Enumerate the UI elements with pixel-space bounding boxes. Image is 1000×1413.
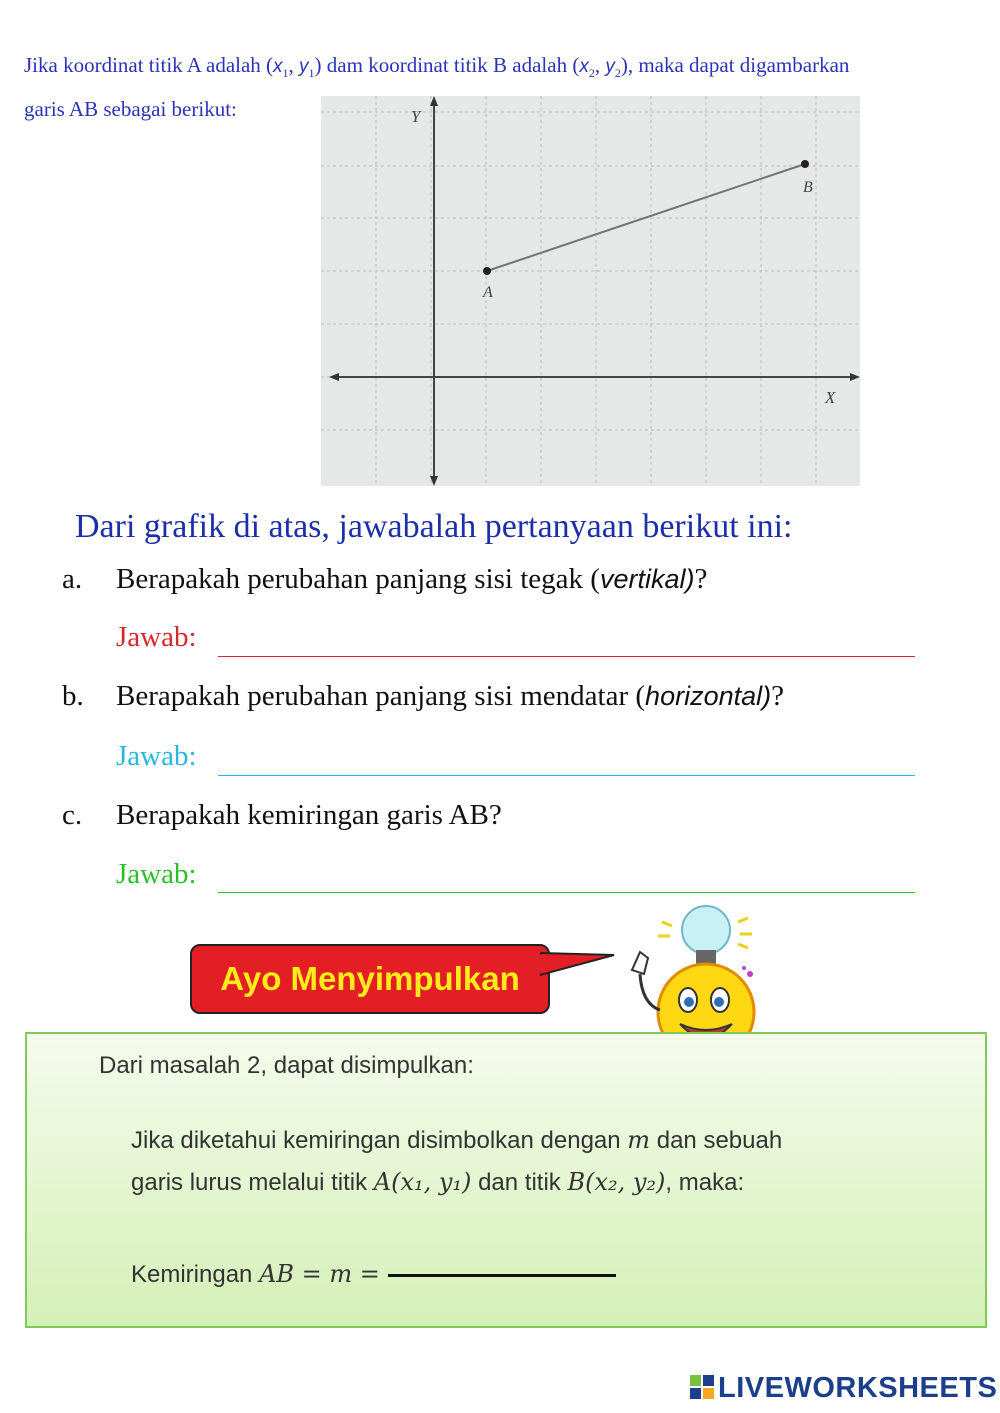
answer-input-c[interactable] (222, 857, 916, 893)
question-b: b. Berapakah perubahan panjang sisi mendatar (horizontal)? (62, 680, 784, 712)
intro-text (24, 52, 999, 121)
conclusion-title: Dari masalah 2, dapat disimpulkan: (99, 1052, 474, 1079)
questions-heading: Dari grafik di atas, jawabalah pertanyaan berikut ini: (75, 508, 793, 545)
point-a-label: A (483, 284, 493, 301)
coordinate-graph (321, 96, 860, 486)
graph-svg (321, 96, 860, 486)
segment-ab (487, 164, 805, 271)
conclusion-line-3: Kemiringan AB = m = (131, 1260, 616, 1289)
x-axis-arrow-left (329, 373, 339, 381)
y-axis-label: Y (411, 107, 421, 126)
answer-line-a (218, 656, 915, 657)
intro-line-2: garis AB sebagai berikut: (24, 97, 237, 121)
conclusion-line-2: garis lurus melalui titik A(x₁, y₁) dan titik B(x₂, y₂), maka: (131, 1168, 745, 1196)
x-axis-arrow-right (850, 373, 860, 381)
grid-lines (321, 96, 860, 486)
intro-line-1: Jika koordinat titik A adalah ($x_1$, $y_1$) dam koordinat titik B adalah ($x_2$, $y_2$), maka dapat digambarkan (24, 53, 850, 81)
answer-label-c: Jawab: (116, 858, 197, 890)
point-b (801, 160, 809, 168)
callout-tail (540, 945, 620, 985)
slope-formula-blank[interactable] (388, 1274, 616, 1277)
point-a (483, 267, 491, 275)
question-c: c. Berapakah kemiringan garis AB? (62, 799, 502, 831)
answer-label-b: Jawab: (116, 740, 197, 772)
answer-input-b[interactable] (222, 739, 916, 775)
liveworksheets-logo: LIVEWORKSHEETS (690, 1372, 997, 1405)
answer-line-b (218, 775, 915, 776)
answer-line-c (218, 892, 915, 893)
x-axis-label: X (825, 388, 836, 407)
answer-input-a[interactable] (222, 620, 916, 656)
liveworksheets-icon (690, 1375, 714, 1399)
question-a: a. Berapakah perubahan panjang sisi tegak (vertikal)? (62, 563, 708, 595)
point-b-label: B (803, 179, 813, 196)
answer-label-a: Jawab: (116, 621, 197, 653)
ayo-menyimpulkan-callout: Ayo Menyimpulkan (190, 944, 550, 1014)
conclusion-box (25, 1032, 987, 1328)
conclusion-line-1: Jika diketahui kemiringan disimbolkan dengan m dan sebuah (131, 1126, 783, 1154)
